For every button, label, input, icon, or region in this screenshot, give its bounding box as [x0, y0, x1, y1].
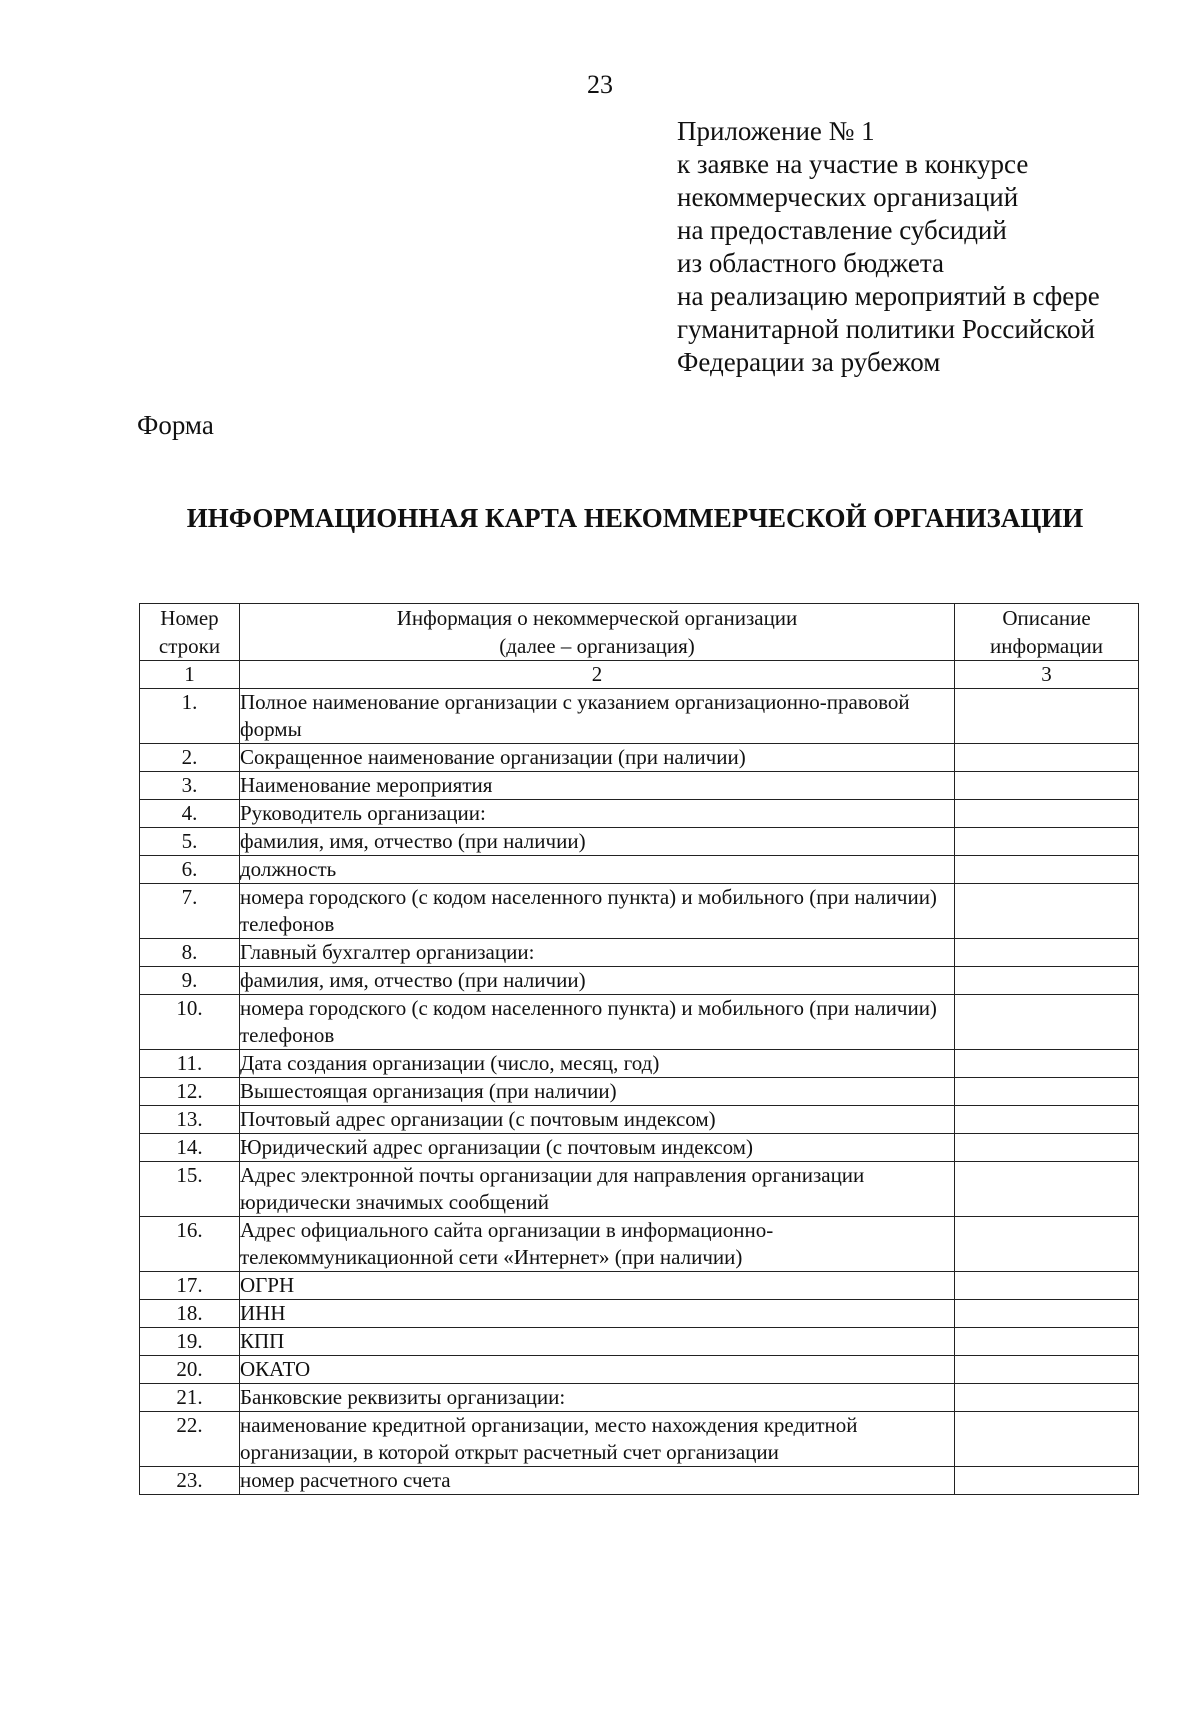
row-number: 21. [140, 1384, 240, 1412]
row-label: Главный бухгалтер организации: [240, 939, 955, 967]
row-number: 2. [140, 744, 240, 772]
row-label: ОГРН [240, 1272, 955, 1300]
appendix-line: Приложение № 1 [677, 116, 875, 146]
row-value-cell[interactable] [955, 1467, 1139, 1495]
table-row [140, 884, 1139, 939]
row-number: 23. [140, 1467, 240, 1495]
row-label: наименование кредитной организации, место нахождения кредитной организации, в которой открыт расчетный счет организации [240, 1412, 955, 1467]
row-value-cell[interactable] [955, 1356, 1139, 1384]
row-number: 6. [140, 856, 240, 884]
row-number: 7. [140, 884, 240, 939]
info-card-table [139, 603, 1139, 1495]
row-label: должность [240, 856, 955, 884]
appendix-line: к заявке на участие в конкурсе [677, 149, 1029, 179]
row-number: 14. [140, 1134, 240, 1162]
header-description: Описание информации [955, 604, 1139, 661]
header-row-number: Номер строки [140, 604, 240, 661]
table-row [140, 995, 1139, 1050]
table-row [140, 1328, 1139, 1356]
table-row [140, 772, 1139, 800]
row-value-cell[interactable] [955, 967, 1139, 995]
row-label: Руководитель организации: [240, 800, 955, 828]
row-number: 5. [140, 828, 240, 856]
column-number: 2 [240, 661, 955, 689]
row-label: КПП [240, 1328, 955, 1356]
row-number: 18. [140, 1300, 240, 1328]
table-row [140, 1300, 1139, 1328]
table-row [140, 1134, 1139, 1162]
appendix-note [677, 115, 1100, 379]
row-number: 16. [140, 1217, 240, 1272]
row-label: Дата создания организации (число, месяц, год) [240, 1050, 955, 1078]
row-number: 12. [140, 1078, 240, 1106]
row-label: Адрес электронной почты организации для направления организации юридически значимых сообщений [240, 1162, 955, 1217]
appendix-line: некоммерческих организаций [677, 182, 1019, 212]
row-number: 17. [140, 1272, 240, 1300]
table-row [140, 1106, 1139, 1134]
row-value-cell[interactable] [955, 1384, 1139, 1412]
row-label: Банковские реквизиты организации: [240, 1384, 955, 1412]
row-label: номера городского (с кодом населенного пункта) и мобильного (при наличии) телефонов [240, 995, 955, 1050]
row-value-cell[interactable] [955, 1106, 1139, 1134]
row-number: 10. [140, 995, 240, 1050]
row-label: фамилия, имя, отчество (при наличии) [240, 967, 955, 995]
table-row [140, 1412, 1139, 1467]
table-row [140, 689, 1139, 744]
table-row [140, 1217, 1139, 1272]
table-row [140, 744, 1139, 772]
table-row [140, 1050, 1139, 1078]
row-value-cell[interactable] [955, 828, 1139, 856]
appendix-line: из областного бюджета [677, 248, 944, 278]
row-number: 4. [140, 800, 240, 828]
row-value-cell[interactable] [955, 856, 1139, 884]
row-number: 19. [140, 1328, 240, 1356]
row-value-cell[interactable] [955, 1272, 1139, 1300]
table-row [140, 1356, 1139, 1384]
row-label: Адрес официального сайта организации в информационно-телекоммуникационной сети «Интернет» (при наличии) [240, 1217, 955, 1272]
row-label: Почтовый адрес организации (с почтовым индексом) [240, 1106, 955, 1134]
row-number: 1. [140, 689, 240, 744]
row-label: Юридический адрес организации (с почтовым индексом) [240, 1134, 955, 1162]
row-value-cell[interactable] [955, 689, 1139, 744]
row-number: 3. [140, 772, 240, 800]
row-number: 15. [140, 1162, 240, 1217]
table-row [140, 800, 1139, 828]
row-value-cell[interactable] [955, 1134, 1139, 1162]
appendix-line: гуманитарной политики Российской [677, 314, 1095, 344]
table-row [140, 856, 1139, 884]
row-label: ИНН [240, 1300, 955, 1328]
column-number: 1 [140, 661, 240, 689]
table-row [140, 1162, 1139, 1217]
row-value-cell[interactable] [955, 744, 1139, 772]
table-header-row [140, 604, 1139, 661]
row-label: Полное наименование организации с указанием организационно-правовой формы [240, 689, 955, 744]
row-value-cell[interactable] [955, 1162, 1139, 1217]
row-label: номера городского (с кодом населенного пункта) и мобильного (при наличии) телефонов [240, 884, 955, 939]
row-label: фамилия, имя, отчество (при наличии) [240, 828, 955, 856]
column-number-row [140, 661, 1139, 689]
row-value-cell[interactable] [955, 884, 1139, 939]
table-body [140, 689, 1139, 1495]
row-value-cell[interactable] [955, 1217, 1139, 1272]
document-title: ИНФОРМАЦИОННАЯ КАРТА НЕКОММЕРЧЕСКОЙ ОРГАНИЗАЦИИ [186, 503, 1084, 533]
row-label: номер расчетного счета [240, 1467, 955, 1495]
row-label: ОКАТО [240, 1356, 955, 1384]
header-org-info: Информация о некоммерческой организации (далее – организация) [240, 604, 955, 661]
row-value-cell[interactable] [955, 800, 1139, 828]
row-number: 22. [140, 1412, 240, 1467]
table-row [140, 1272, 1139, 1300]
row-number: 11. [140, 1050, 240, 1078]
row-value-cell[interactable] [955, 772, 1139, 800]
row-value-cell[interactable] [955, 1412, 1139, 1467]
row-value-cell[interactable] [955, 939, 1139, 967]
table-row [140, 1467, 1139, 1495]
row-number: 8. [140, 939, 240, 967]
appendix-line: на реализацию мероприятий в сфере [677, 281, 1100, 311]
table-row [140, 828, 1139, 856]
table-row [140, 1078, 1139, 1106]
row-value-cell[interactable] [955, 1300, 1139, 1328]
row-label: Вышестоящая организация (при наличии) [240, 1078, 955, 1106]
table-row [140, 1384, 1139, 1412]
row-number: 13. [140, 1106, 240, 1134]
appendix-line: на предоставление субсидий [677, 215, 1007, 245]
table-row [140, 967, 1139, 995]
table-row [140, 939, 1139, 967]
row-value-cell[interactable] [955, 995, 1139, 1050]
column-number: 3 [955, 661, 1139, 689]
form-label: Форма [137, 410, 214, 440]
row-value-cell[interactable] [955, 1078, 1139, 1106]
row-number: 20. [140, 1356, 240, 1384]
row-value-cell[interactable] [955, 1050, 1139, 1078]
row-number: 9. [140, 967, 240, 995]
row-label: Сокращенное наименование организации (при наличии) [240, 744, 955, 772]
page-number: 23 [587, 70, 613, 99]
appendix-line: Федерации за рубежом [677, 347, 941, 377]
row-label: Наименование мероприятия [240, 772, 955, 800]
row-value-cell[interactable] [955, 1328, 1139, 1356]
